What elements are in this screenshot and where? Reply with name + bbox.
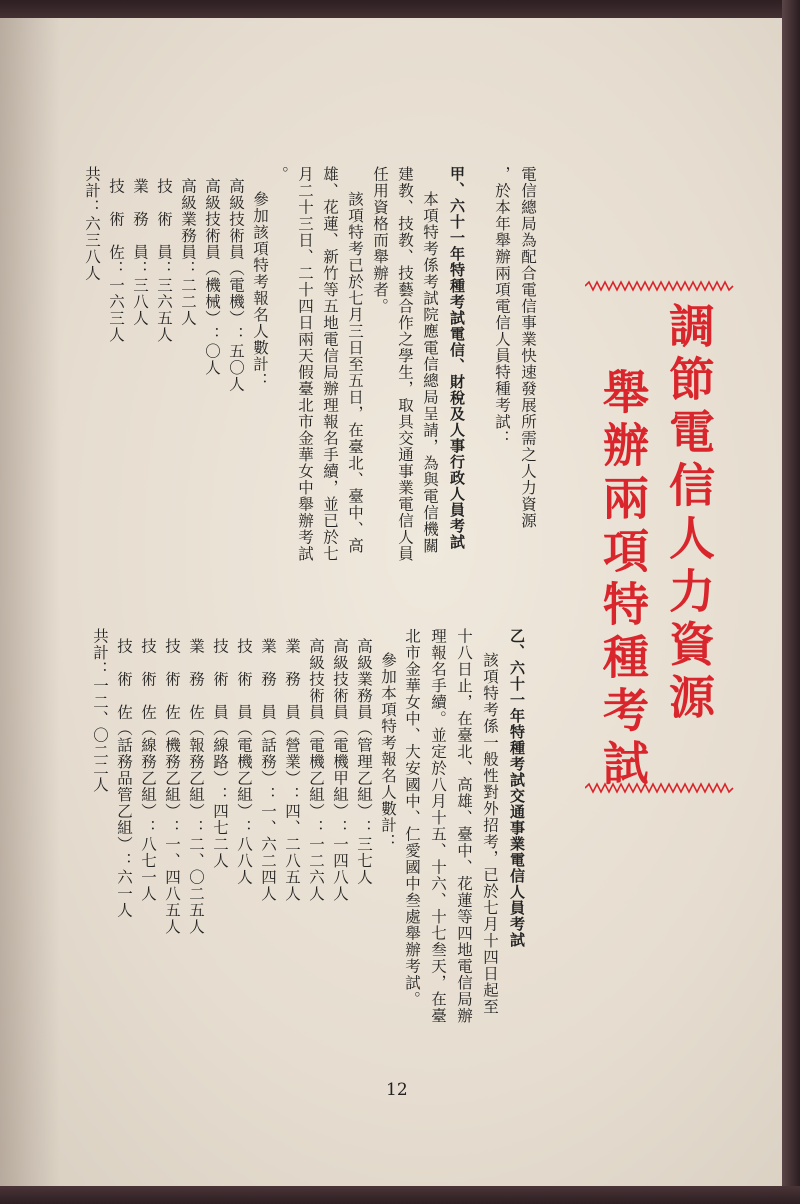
- section-b-count-8: 業 務 佐（報務乙組）：二、〇二五人: [187, 638, 205, 935]
- section-a-count-4: 技 術 員：三六五人: [155, 178, 173, 343]
- section-b-count-11: 技 術 佐（話務品管乙組）：六一人: [115, 638, 133, 919]
- book-page: [0, 18, 782, 1186]
- section-a-para2-line3: 月二十三日、二十四日兩天假臺北市金華女中舉辦考試: [296, 166, 314, 562]
- intro-line-1: 電信總局為配合電信事業快速發展所需之人力資源: [519, 166, 537, 529]
- section-b-para1-line1: 該項特考係一般性對外招考，已於七月十四日起至: [481, 652, 499, 1015]
- section-b-count-4: 業 務 員（營業）：四、二八五人: [283, 638, 301, 902]
- book-cover-edge: [782, 0, 800, 1204]
- section-b-para1-line4: 北市金華女中、大安國中、仁愛國中叁處舉辦考試。: [403, 628, 421, 1008]
- section-a-count-3: 高級業務員：二二人: [179, 178, 197, 327]
- book-cover-bottom: [0, 1186, 800, 1204]
- section-a-total: 共計：六三八人: [83, 166, 101, 282]
- section-a-para1-line1: 本項特考係考試院應電信總局呈請，為與電信機關: [421, 191, 439, 554]
- section-a-para1-line3: 任用資格而舉辦者。: [371, 166, 389, 315]
- section-a-count-6: 技 術 佐：一六三人: [107, 178, 125, 343]
- section-b-count-9: 技 術 佐（機務乙組）：一、四八五人: [163, 638, 181, 935]
- section-a-count-intro: 參加該項特考報名人數計：: [251, 191, 269, 389]
- section-a-para1-line2: 建教、技教、技藝合作之學生，取具交通事業電信人員: [396, 166, 414, 562]
- section-a-para2-line1: 該項特考已於七月三日至五日，在臺北、臺中、高: [346, 191, 364, 554]
- title-top-ornament: [585, 280, 735, 292]
- section-a-para2-line4: 。: [271, 166, 289, 183]
- section-b-count-1: 高級業務員（管理乙組）：三七人: [355, 638, 373, 886]
- section-a-count-2: 高級技術員（機械）：〇人: [203, 178, 221, 376]
- section-b-total: 共計：一二、〇二二人: [91, 628, 109, 793]
- section-a-para2-line2: 雄、花蓮、新竹等五地電信局辦理報名手續，並已於七: [321, 166, 339, 562]
- section-b-count-intro: 參加本項特考報名人數計：: [379, 652, 397, 850]
- section-b-count-5: 業 務 員（話務）：一、六二四人: [259, 638, 277, 902]
- section-a-count-5: 業 務 員：三八人: [131, 178, 149, 327]
- section-b-count-10: 技 術 佐（線務乙組）：八七一人: [139, 638, 157, 902]
- intro-line-2: ，於本年舉辦兩項電信人員特種考試：: [493, 166, 511, 447]
- section-a-heading: 甲、六十一年特種考試電信、財稅及人事行政人員考試: [448, 166, 466, 550]
- section-a-count-1: 高級技術員（電機）：五〇人: [227, 178, 245, 393]
- section-b-count-7: 技 術 員（線路）：四七二人: [211, 638, 229, 869]
- page-number: 12: [386, 1080, 408, 1100]
- section-b-count-6: 技 術 員（電機乙組）：八八人: [235, 638, 253, 886]
- title-line-2: 舉辦兩項特種考試: [596, 368, 650, 792]
- section-b-heading: 乙、六十一年特種考試交通事業電信人員考試: [508, 628, 526, 948]
- section-b-count-3: 高級技術員（電機乙組）：一二六人: [307, 638, 325, 902]
- title-line-1: 調節電信人力資源: [662, 302, 716, 726]
- spine-shadow: [0, 18, 60, 1186]
- section-b-count-2: 高級技術員（電機甲組）：一四八人: [331, 638, 349, 902]
- section-b-para1-line3: 理報名手續。並定於八月十五、十六、十七叁天，在臺: [429, 628, 447, 1024]
- section-b-para1-line2: 十八日止，在臺北、高雄、臺中、花蓮等四地電信局辦: [455, 628, 473, 1024]
